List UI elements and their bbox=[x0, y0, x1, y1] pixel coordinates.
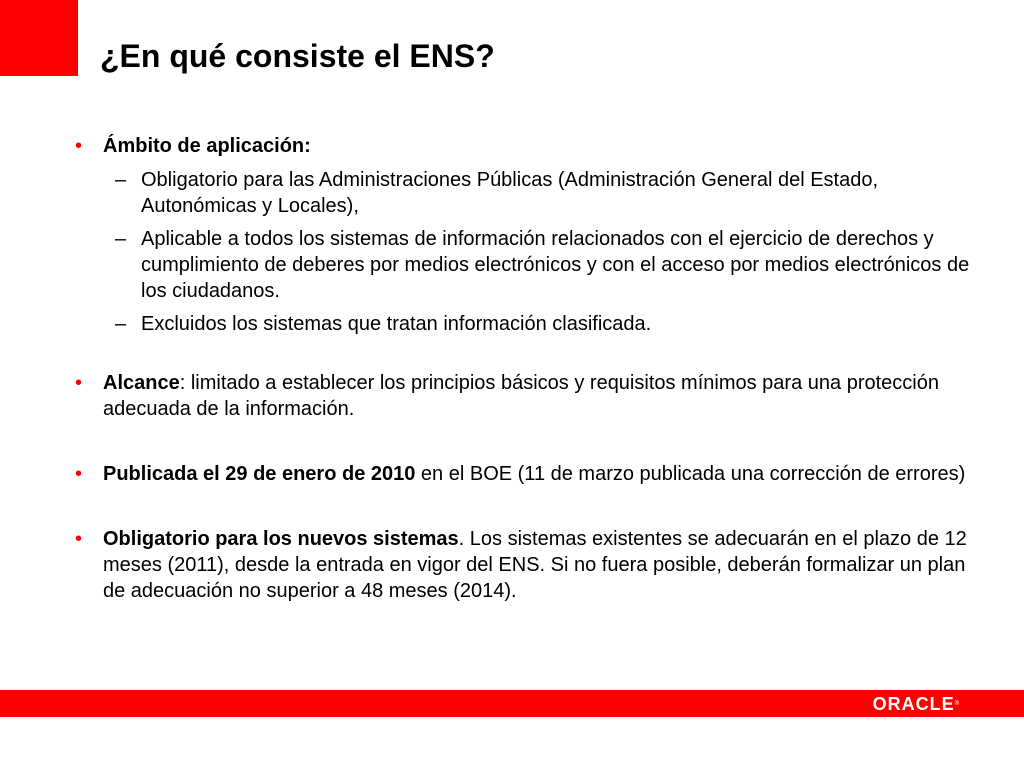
oracle-logo bbox=[873, 694, 960, 714]
bullet-marker: • bbox=[75, 463, 83, 485]
oracle-logo-text: ORACLE bbox=[872, 694, 955, 714]
sub-bullet-list bbox=[103, 167, 983, 337]
slide-content bbox=[75, 133, 983, 604]
sub-bullet-text: Obligatorio para las Administraciones Públicas (Administración General del Estado, Autonómicas y Locales), bbox=[141, 169, 879, 217]
title-corner-accent bbox=[0, 0, 78, 76]
bullet-heading: Ámbito de aplicación: bbox=[103, 135, 311, 157]
bullet-publicada bbox=[75, 461, 983, 487]
bullet-heading: Obligatorio para los nuevos sistemas bbox=[103, 528, 459, 550]
bullet-marker: • bbox=[75, 372, 83, 394]
sub-bullet-text: Aplicable a todos los sistemas de información relacionados con el ejercicio de derechos y cumplimiento de deberes por medios electrónicos y con el acceso por medios electrónicos de los ciudadanos. bbox=[141, 228, 970, 302]
sub-bullet-item bbox=[103, 226, 983, 304]
bullet-ambito bbox=[75, 133, 983, 337]
bullet-marker: • bbox=[75, 135, 83, 157]
bullet-heading: Publicada el 29 de enero de 2010 bbox=[103, 463, 416, 485]
sub-bullet-text: Excluidos los sistemas que tratan información clasificada. bbox=[141, 313, 652, 335]
sub-bullet-item bbox=[103, 311, 983, 337]
sub-bullet-marker: – bbox=[115, 228, 127, 250]
registered-mark: ® bbox=[954, 701, 960, 707]
bullet-text: . Los sistemas existentes se adecuarán en el plazo de 12 meses (2011), desde la entrada en vigor del ENS. Si no fuera posible, deberán formalizar un plan de adecuación no superior a 48 meses (2014). bbox=[103, 528, 967, 602]
footer-bar bbox=[0, 690, 1024, 717]
bullet-text: en el BOE (11 de marzo publicada una corrección de errores) bbox=[415, 463, 966, 485]
bullet-heading: Alcance bbox=[103, 372, 180, 394]
bullet-obligatorio bbox=[75, 526, 983, 604]
bullet-text: : limitado a establecer los principios básicos y requisitos mínimos para una protección adecuada de la información. bbox=[103, 372, 939, 420]
slide-title: ¿En qué consiste el ENS? bbox=[100, 38, 495, 74]
sub-bullet-marker: – bbox=[115, 169, 127, 191]
bullet-marker: • bbox=[75, 528, 83, 550]
bullet-alcance bbox=[75, 370, 983, 422]
sub-bullet-marker: – bbox=[115, 313, 127, 335]
sub-bullet-item bbox=[103, 167, 983, 219]
